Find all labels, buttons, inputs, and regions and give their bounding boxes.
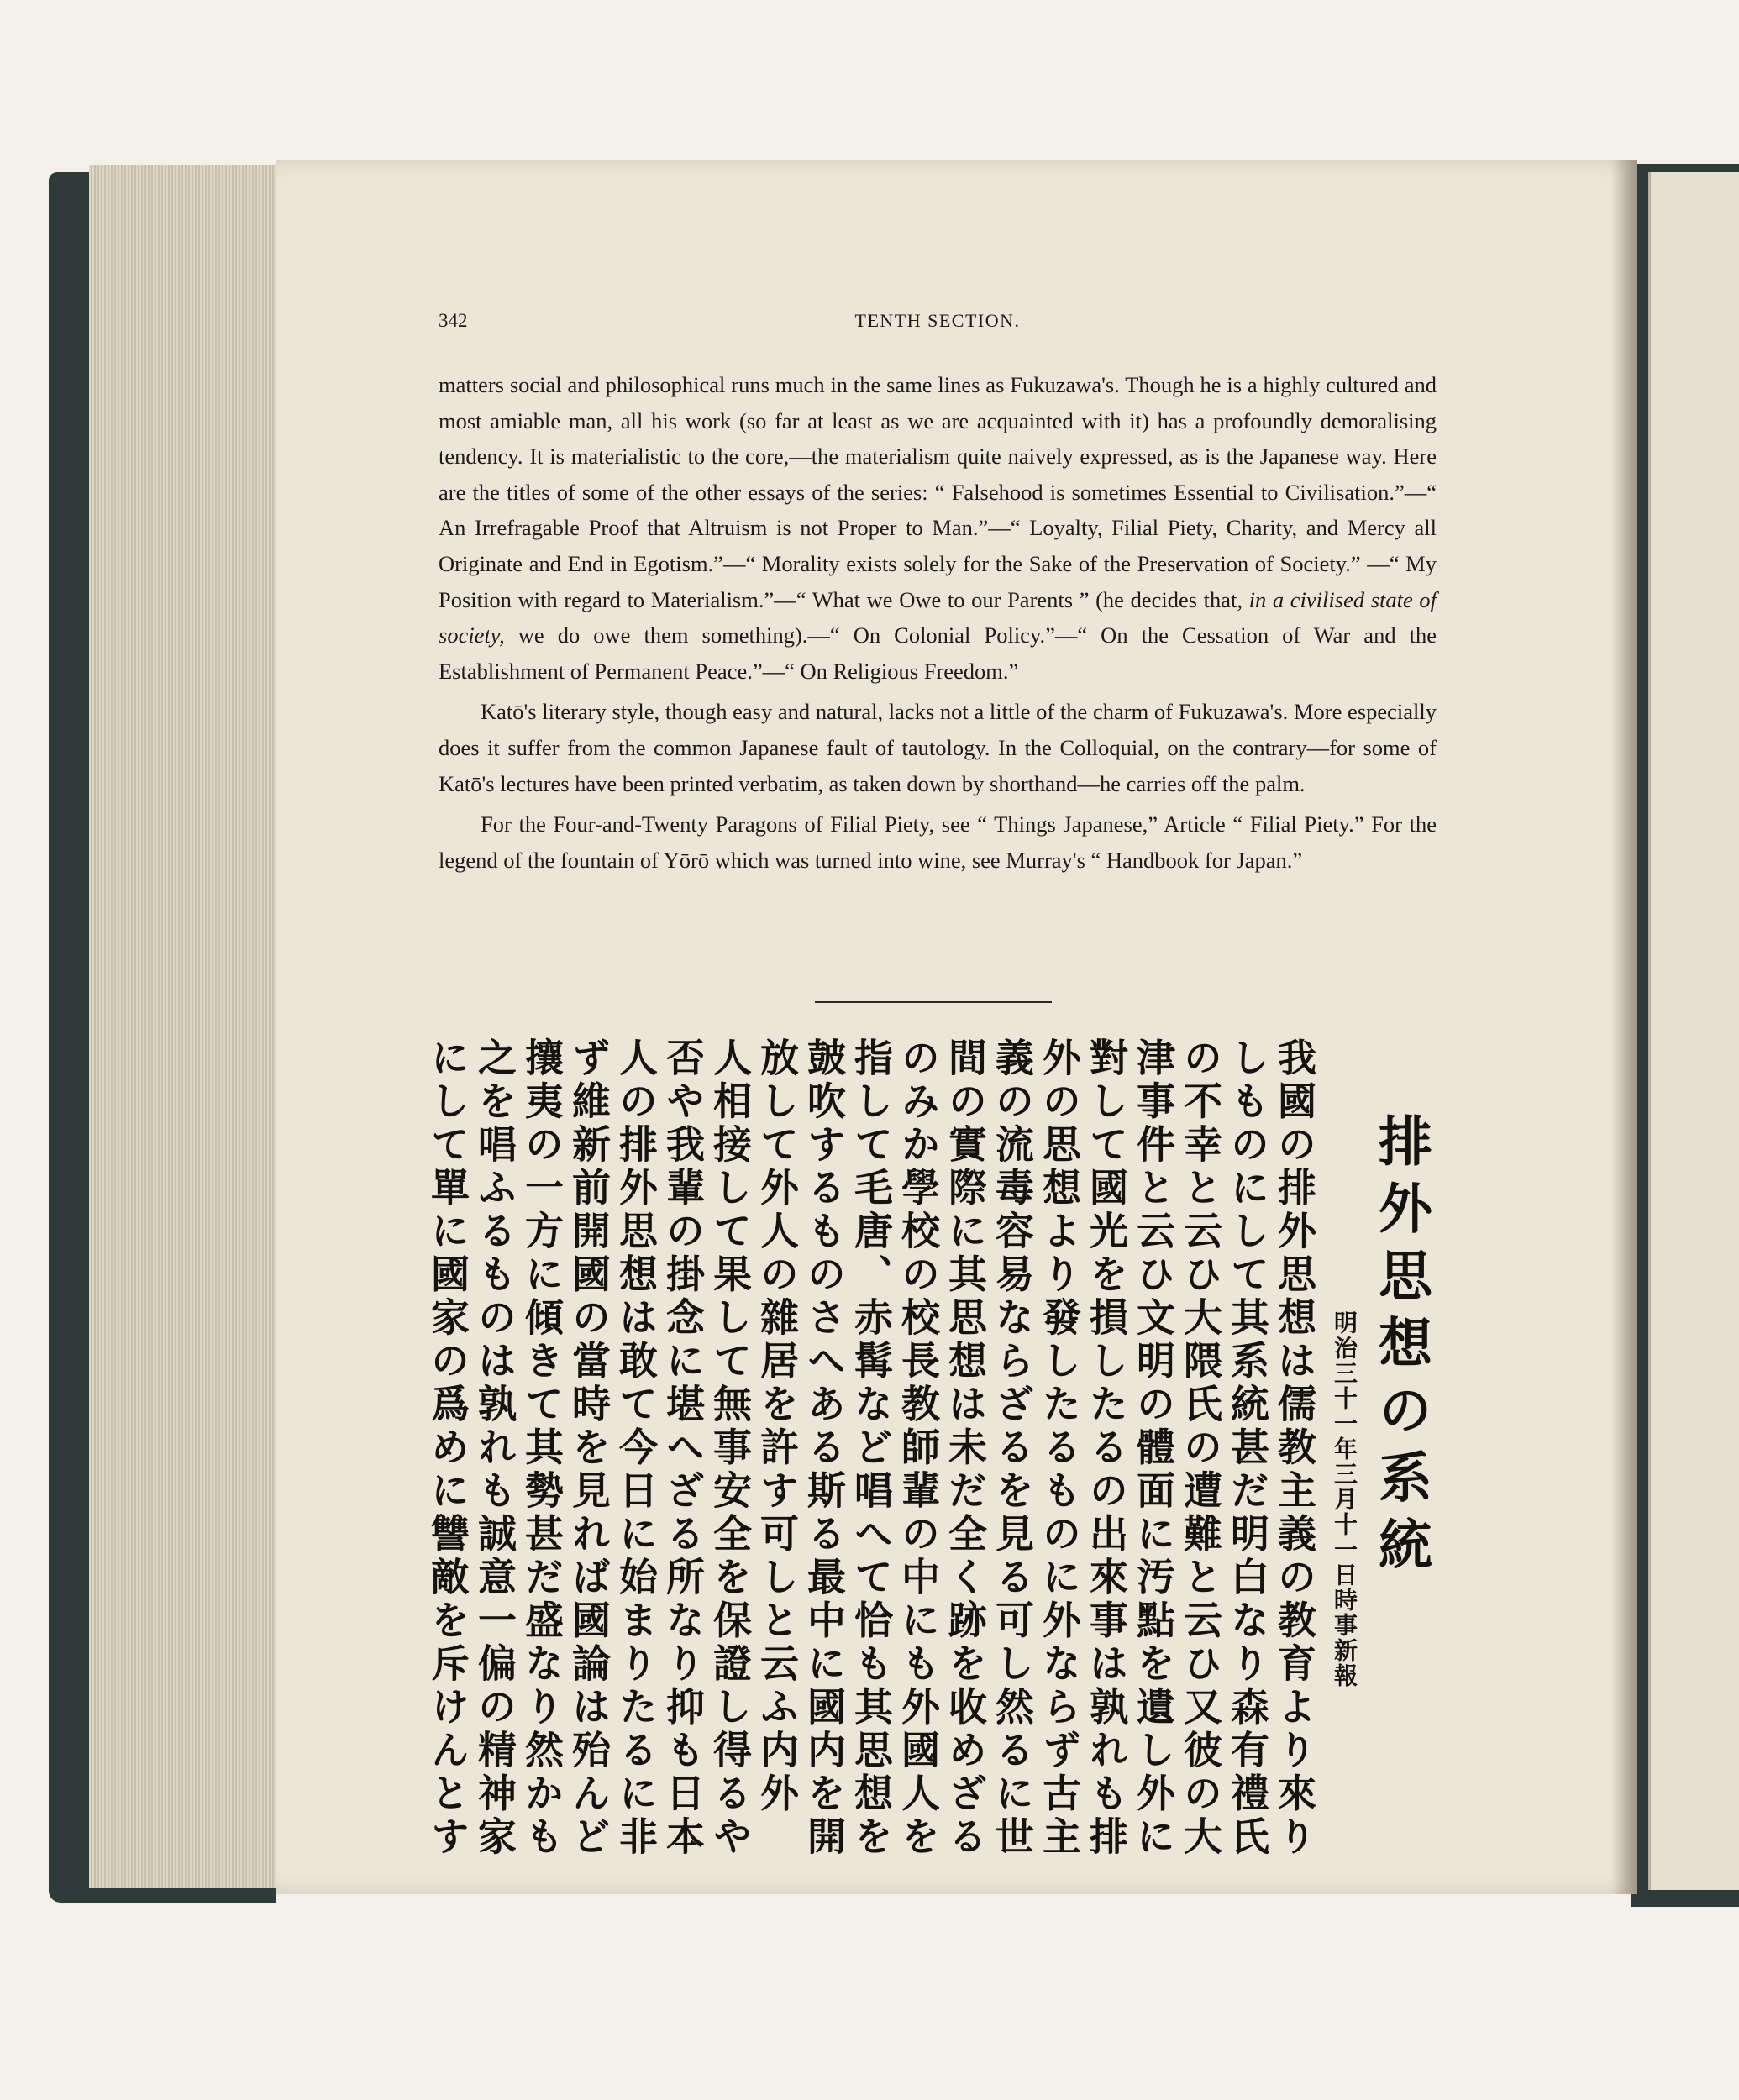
page-number: 342	[439, 310, 468, 331]
paragraph-2: Katō's literary style, though easy and natural, lacks not a little of the charm of Fukuzawa's. More especially does it suffer from the common Japanese fault of tautology. In the Colloquial, on the contrary—for some of Katō's lectures have been printed verbatim, as taken down by shorthand—he carries off the palm.	[439, 699, 1437, 796]
japanese-column: 人の排外思想は敢て今日に始まりたるに非	[613, 1037, 659, 1860]
paragraph-3: For the Four-and-Twenty Paragons of Filial Piety, see “ Things Japanese,” Article “ Filial Piety.” For the legend of the fountain of Yōrō which was turned into wine, see Murray's “ Handbook for Japan.”	[439, 811, 1437, 873]
japanese-column: 攘夷の一方に傾きて其勢甚だ盛なり然かも	[519, 1037, 565, 1860]
section-title: TENTH SECTION.	[854, 310, 1021, 331]
japanese-column: 義の流毒容易ならざるを見る可し然るに世	[990, 1037, 1035, 1860]
japanese-column: 間の實際に其思想は未だ全く跡を收めざる	[943, 1037, 988, 1860]
section-divider	[815, 1001, 1052, 1003]
japanese-column: しものにして其系統甚だ明白なり森有禮氏	[1225, 1037, 1270, 1860]
japanese-title: 排外思想の系統	[1369, 1113, 1432, 1583]
running-head	[439, 310, 1437, 340]
paragraph-1: matters social and philosophical runs much in the same lines as Fukuzawa's. Though he is a highly cultured and most amiable man, all his work (so far at least as we are acquainted with it) has a profoundly demoralising tendency. It is materialistic to the core,—the materialism quite naively expressed, as is the Japanese way. Here are the titles of some of the other essays of the series: “ Falsehood is sometimes Essential to Civilisation.”—“ An Irrefragable Proof that Altruism is not Proper to Man.”—“ Loyalty, Filial Piety, Charity, and Mercy all Originate and End in Egotism.”—“ Morality exists solely for the Sake of the Preservation of Society.” —“ My Position with regard to Materialism.”—“ What we Owe to our Parents ” (he decides that,	[439, 372, 1437, 612]
page-edges	[89, 165, 276, 1888]
japanese-column: 否や我輩の掛念に堪へざる所なり抑も日本	[660, 1037, 706, 1860]
italic-phrase: in a civilised state of society,	[439, 586, 1437, 648]
japanese-column: にして單に國家の爲めに讐敵を斥けんとす	[425, 1037, 470, 1860]
japanese-column: 對して國光を損したるの出來事は孰れも排	[1084, 1037, 1129, 1860]
japanese-column: 放して外人の雜居を許す可しと云ふ内外	[754, 1037, 800, 1816]
paragraph	[439, 367, 1437, 689]
paragraph-1-end: we do owe them something).—“ On Colonial Policy.”—“ On the Cessation of War and the Establishment of Permanent Peace.”—“ On Religious Freedom.”	[439, 622, 1437, 684]
japanese-column: 指して毛唐、赤髯など唱へて恰も其思想を	[848, 1037, 894, 1860]
page-gutter-shadow	[1611, 160, 1637, 1894]
japanese-date-source: 明治三十一年三月十一日時事新報	[1331, 1310, 1358, 1688]
japanese-column: ず維新前開國の當時を見れば國論は殆んど	[566, 1037, 612, 1860]
japanese-column: のみか學校の校長教師輩の中にも外國人を	[896, 1037, 941, 1860]
japanese-column: 外の思想より發したるものに外ならず古主	[1037, 1037, 1082, 1860]
japanese-column: 人相接して果して無事安全を保證し得るや	[707, 1037, 753, 1860]
japanese-column: の不幸と云ひ大隈氏の遭難と云ひ又彼の大	[1178, 1037, 1223, 1860]
japanese-column: 津事件と云ひ文明の體面に汚點を遺し外に	[1131, 1037, 1176, 1860]
japanese-column: 我國の排外思想は儒教主義の教育より來り	[1272, 1037, 1317, 1860]
japanese-column: 之を唱ふるものは孰れも誠意一偏の精神家	[472, 1037, 517, 1860]
japanese-column: 皷吹するものさへある斯る最中に國内を開	[801, 1037, 847, 1860]
facing-page-edge	[1648, 172, 1739, 1890]
english-body-text	[439, 367, 1437, 878]
